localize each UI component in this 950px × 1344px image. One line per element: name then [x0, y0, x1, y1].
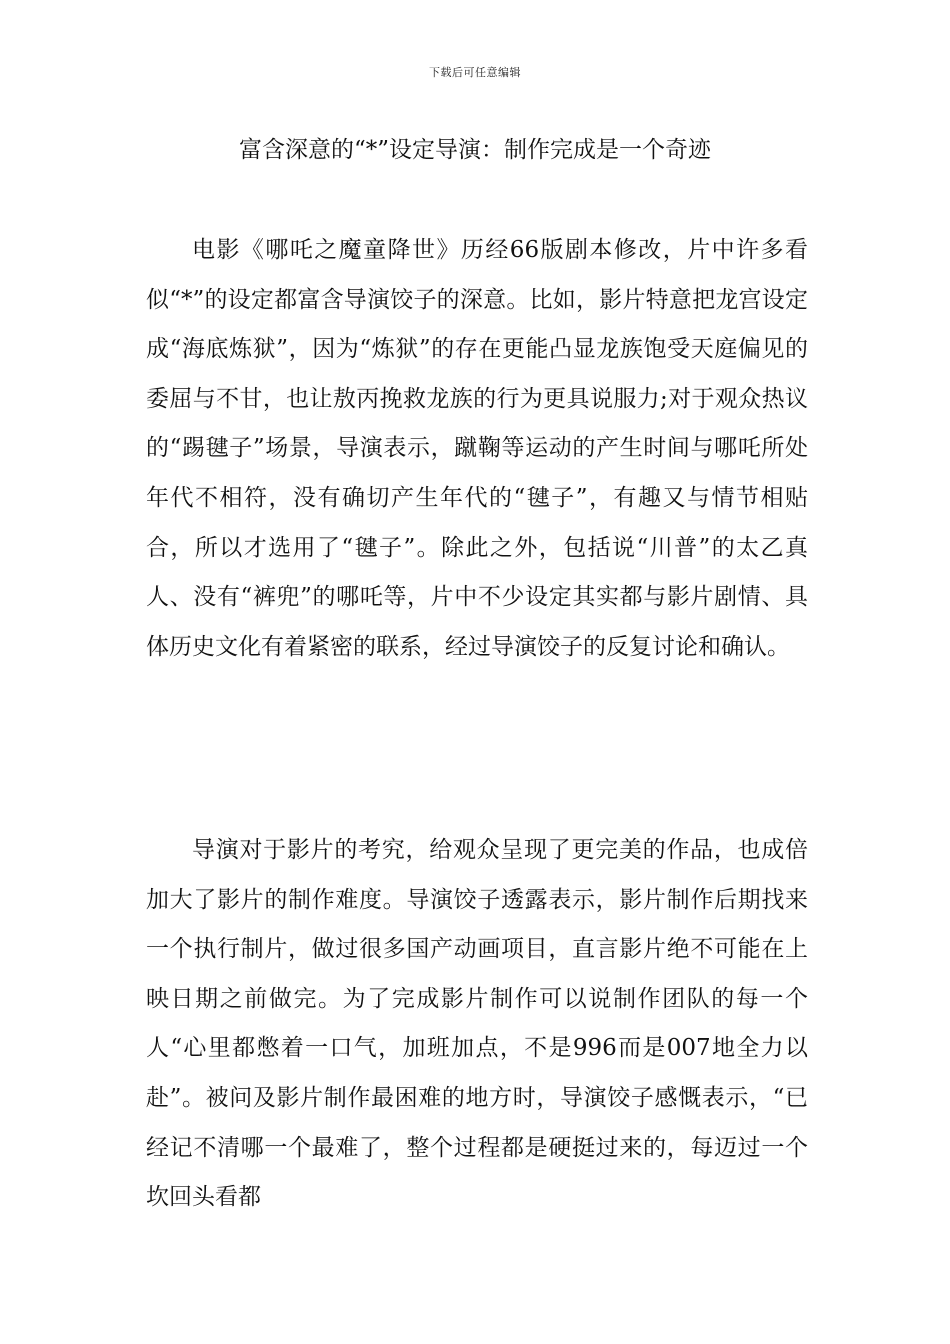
document-title: 富含深意的“*”设定导演：制作完成是一个奇迹	[238, 137, 712, 163]
paragraph-1: 电影《哪吒之魔童降世》历经66版剧本修改，片中许多看似“*”的设定都富含导演饺子的深意。比如，影片特意把龙宫设定成“海底炼狱”，因为“炼狱”的存在更能凸显龙族饱受天庭偏见的委屈与不甘，也让敖丙挽救龙族的行为更具说服力;对于观众热议的“踢毽子”场景，导演表示，蹴鞠等运动的产生时间与哪吒所处年代不相符，没有确切产生年代的“毽子”，有趣又与情节相贴合，所以才选用了“毽子”。除此之外，包括说“川普”的太乙真人、没有“裤兜”的哪吒等，片中不少设定其实都与影片剧情、具体历史文化有着紧密的联系，经过导演饺子的反复讨论和确认。	[146, 237, 808, 660]
paragraph-2: 导演对于影片的考究，给观众呈现了更完美的作品，也成倍加大了影片的制作难度。导演饺子透露表示，影片制作后期找来一个执行制片，做过很多国产动画项目，直言影片绝不可能在上映日期之前做完。为了完成影片制作可以说制作团队的每一个人“心里都憋着一口气，加班加点，不是996而是007地全力以赴”。被问及影片制作最困难的地方时，导演饺子感慨表示，“已经记不清哪一个最难了，整个过程都是硬挺过来的，每迈过一个坎回头看都	[146, 837, 808, 1211]
header-note: 下载后可任意编辑	[429, 66, 521, 79]
